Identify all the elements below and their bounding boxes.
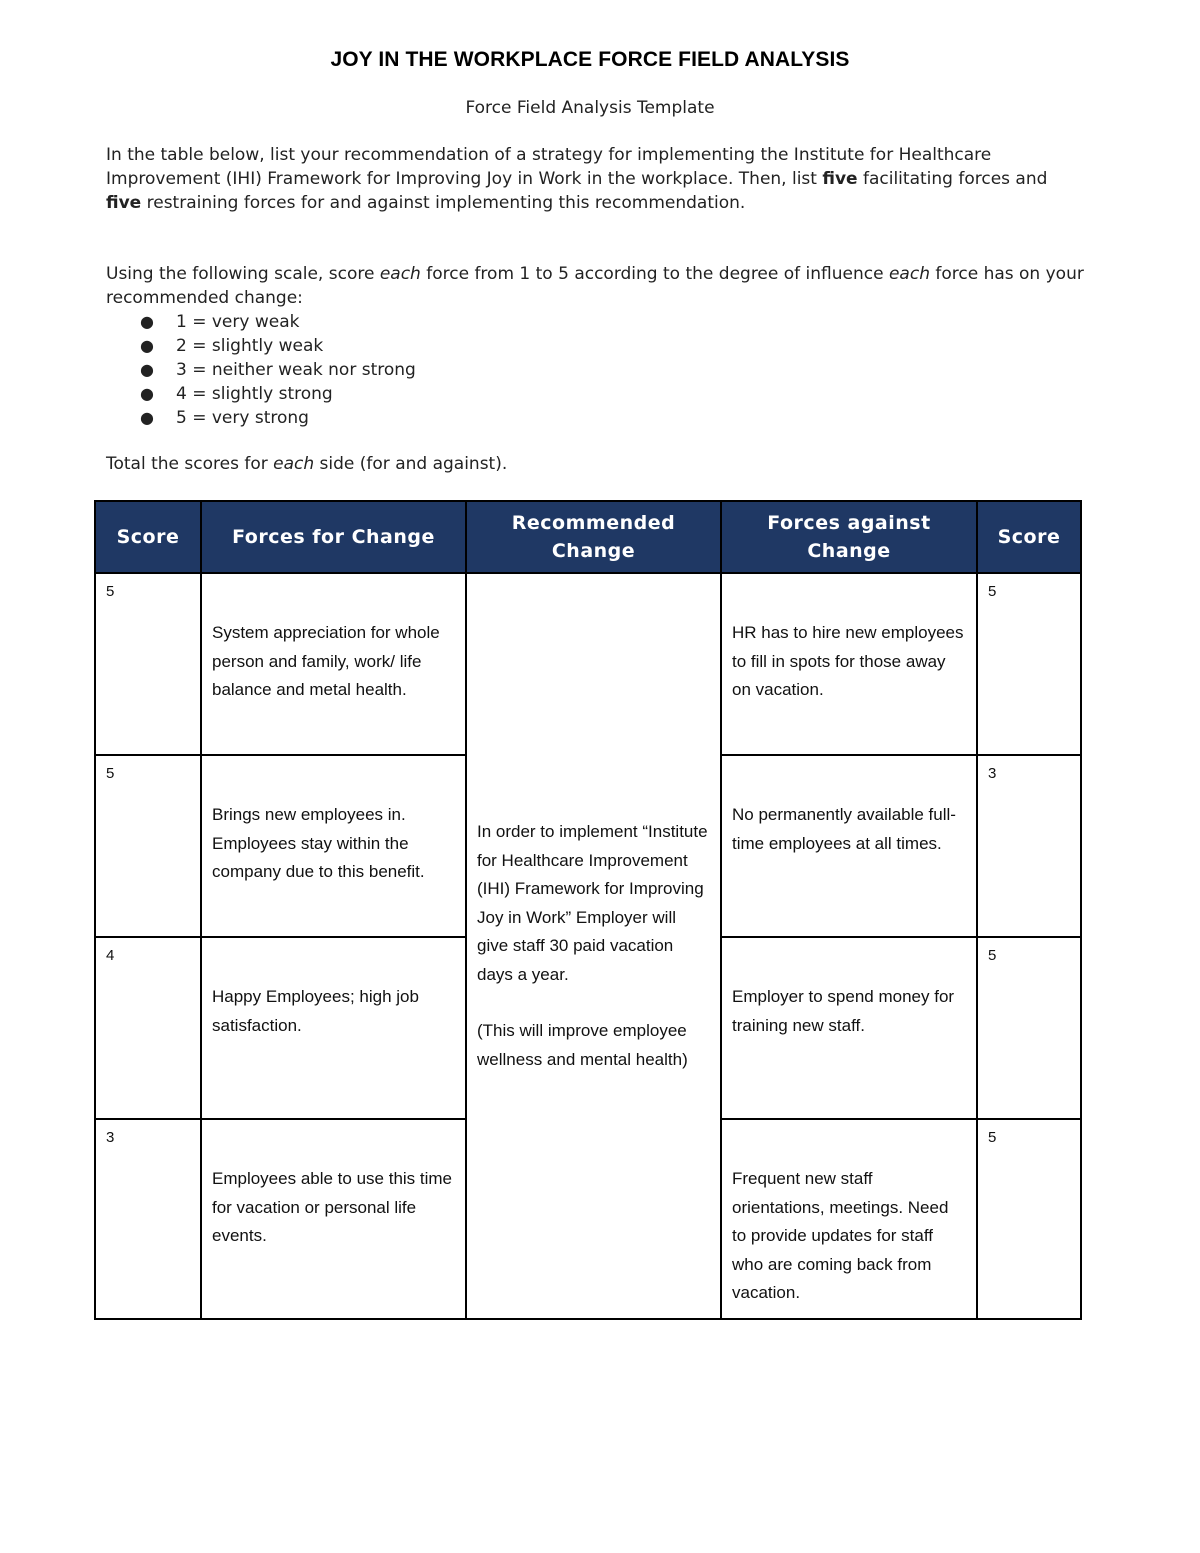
force-for-text: Brings new employees in. Employees stay within the company due to this benefit. xyxy=(212,805,425,881)
force-against-cell xyxy=(721,1119,977,1319)
against-score: 3 xyxy=(977,755,1081,937)
bullet-icon: ● xyxy=(140,384,154,403)
scale-item-text: 2 = slightly weak xyxy=(176,336,324,356)
intro-text-1: In the table below, list your recommendation of a strategy for implementing the Institute for Healthcare Improvement (IHI) Framework for Improving Joy in Work in the workplace. Then, list xyxy=(106,145,992,189)
force-for-text: Employees able to use this time for vacation or personal life events. xyxy=(212,1169,453,1245)
scale-item-text: 4 = slightly strong xyxy=(176,384,333,404)
recommendation-note: (This will improve employee wellness and mental health) xyxy=(477,1021,688,1069)
against-score: 5 xyxy=(977,937,1081,1119)
bullet-icon: ● xyxy=(140,312,154,331)
table-header-row xyxy=(95,501,1081,573)
scale-intro-text-2: force from 1 to 5 according to the degree of influence xyxy=(420,264,889,284)
bullet-icon: ● xyxy=(140,336,154,355)
scale-intro-em-1: each xyxy=(379,264,421,284)
force-field-table xyxy=(94,500,1082,1320)
force-against-text: No permanently available full-time employees at all times. xyxy=(732,805,956,853)
force-against-text: Employer to spend money for training new staff. xyxy=(732,987,955,1035)
total-instruction xyxy=(106,452,1086,476)
against-score: 5 xyxy=(977,573,1081,755)
force-for-cell xyxy=(201,937,466,1119)
force-for-text: Happy Employees; high job satisfaction. xyxy=(212,987,419,1035)
force-against-text: HR has to hire new employees to fill in spots for those away on vacation. xyxy=(732,623,964,699)
header-recommended-change: Recommended Change xyxy=(466,501,721,573)
bullet-icon: ● xyxy=(140,360,154,379)
document-title: JOY IN THE WORKPLACE FORCE FIELD ANALYSIS xyxy=(330,48,850,71)
scale-item xyxy=(140,310,416,334)
scale-intro-em-2: each xyxy=(888,264,930,284)
header-forces-for: Forces for Change xyxy=(201,501,466,573)
force-for-text: System appreciation for whole person and family, work/ life balance and metal health. xyxy=(212,623,440,699)
for-score: 3 xyxy=(95,1119,201,1319)
total-text-2: side (for and against). xyxy=(314,454,508,474)
force-for-cell xyxy=(201,1119,466,1319)
recommendation-main: In order to implement “Institute for Healthcare Improvement (IHI) Framework for Improving Joy in Work” Employer will give staff 30 paid vacation days a year. xyxy=(477,822,708,984)
document-subtitle: Force Field Analysis Template xyxy=(465,98,715,118)
intro-paragraph xyxy=(106,143,1086,215)
table-row xyxy=(95,573,1081,755)
total-em: each xyxy=(273,454,315,474)
scale-item xyxy=(140,358,416,382)
intro-text-3: restraining forces for and against implementing this recommendation. xyxy=(141,193,746,213)
force-against-text: Frequent new staff orientations, meetings. Need to provide updates for staff who are coming back from vacation. xyxy=(732,1169,949,1302)
header-score-right: Score xyxy=(977,501,1081,573)
for-score: 5 xyxy=(95,573,201,755)
force-for-cell xyxy=(201,755,466,937)
intro-bold-2: five xyxy=(106,193,142,213)
intro-bold-1: five xyxy=(822,169,858,189)
force-against-cell xyxy=(721,937,977,1119)
scale-item-text: 1 = very weak xyxy=(176,312,300,332)
scale-item xyxy=(140,382,416,406)
force-against-cell xyxy=(721,573,977,755)
against-score: 5 xyxy=(977,1119,1081,1319)
scale-intro-paragraph xyxy=(106,262,1086,310)
for-score: 5 xyxy=(95,755,201,937)
total-text-1: Total the scores for xyxy=(106,454,274,474)
intro-text-2: facilitating forces and xyxy=(857,169,1048,189)
force-for-cell xyxy=(201,573,466,755)
scale-intro-text-1: Using the following scale, score xyxy=(106,264,380,284)
for-score: 4 xyxy=(95,937,201,1119)
scale-list xyxy=(140,310,416,430)
scale-item xyxy=(140,406,416,430)
recommended-change-cell xyxy=(466,573,721,1319)
bullet-icon: ● xyxy=(140,408,154,427)
scale-item-text: 3 = neither weak nor strong xyxy=(176,360,416,380)
scale-item xyxy=(140,334,416,358)
header-score-left: Score xyxy=(95,501,201,573)
scale-intro-text-3: force has on your recommended change: xyxy=(106,264,1084,308)
force-against-cell xyxy=(721,755,977,937)
scale-item-text: 5 = very strong xyxy=(176,408,309,428)
header-forces-against: Forces against Change xyxy=(721,501,977,573)
